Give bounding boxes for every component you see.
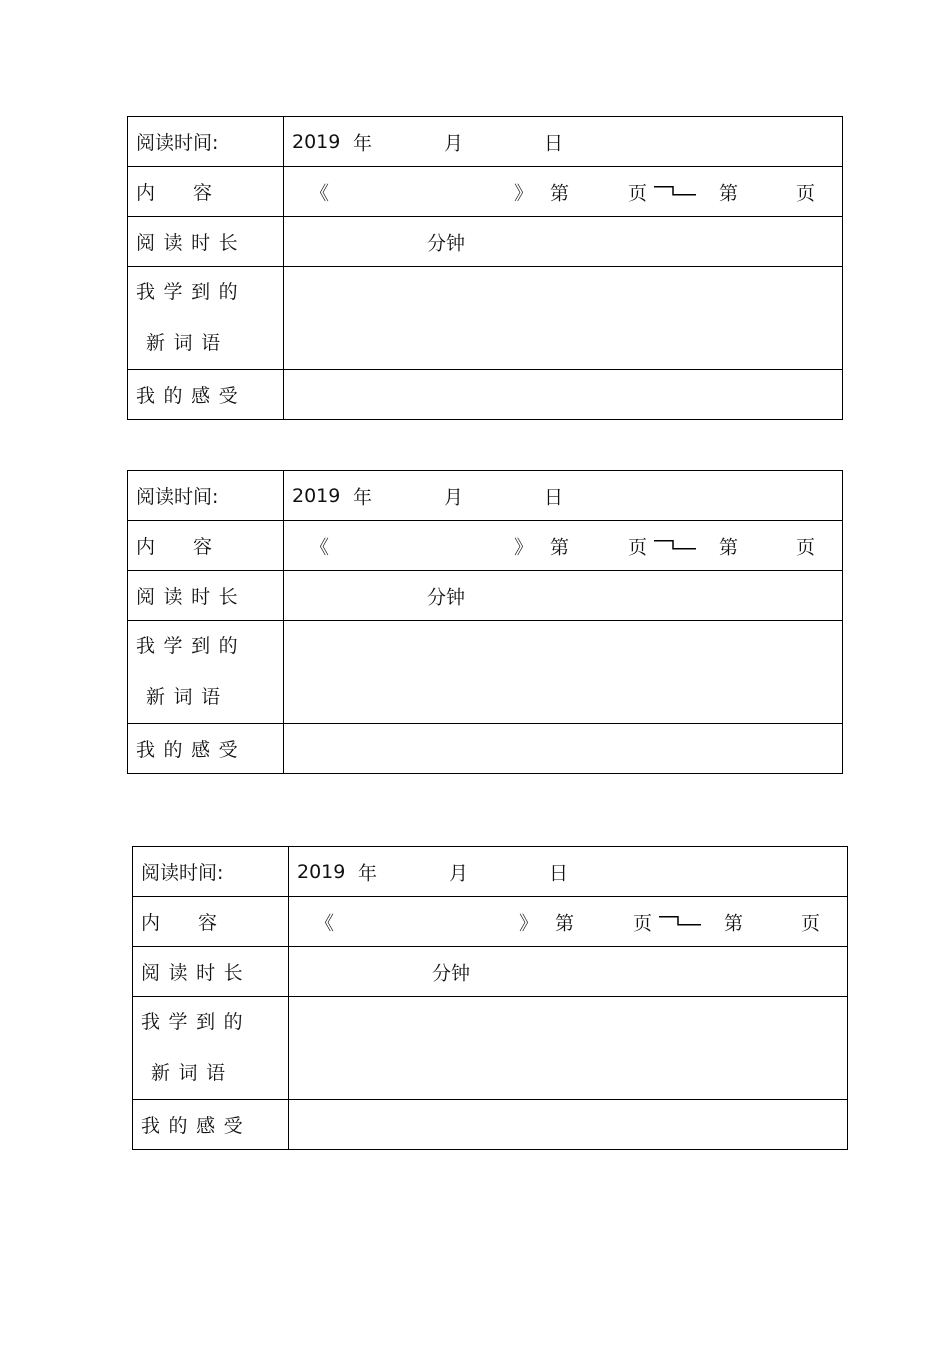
- start-page-prefix: 第: [550, 536, 570, 558]
- duration-unit: 分钟: [427, 586, 466, 608]
- new-words-label-line-2: 新词语: [146, 332, 229, 354]
- content-field[interactable]: [289, 897, 848, 947]
- end-page-suffix: 页: [796, 536, 816, 558]
- book-close-mark: 》: [514, 182, 534, 204]
- year-value: 2019: [292, 130, 341, 153]
- duration-unit: 分钟: [427, 232, 466, 254]
- duration-label: 阅读时长: [128, 571, 284, 621]
- feeling-field[interactable]: [289, 1100, 848, 1150]
- end-page-prefix: 第: [719, 182, 739, 204]
- page-range-connector: [658, 914, 702, 926]
- new-words-field[interactable]: [284, 267, 843, 370]
- end-page-prefix: 第: [724, 912, 744, 934]
- page-range-connector: [653, 184, 697, 196]
- content-field[interactable]: [284, 521, 843, 571]
- date-field[interactable]: [284, 471, 843, 521]
- feeling-field[interactable]: [284, 724, 843, 774]
- duration-field[interactable]: [289, 947, 848, 997]
- new-words-label-line-1: 我学到的: [141, 1011, 252, 1033]
- date-label: 阅读时间:: [128, 471, 284, 521]
- day-unit: 日: [544, 132, 564, 154]
- day-unit: 日: [549, 862, 569, 884]
- start-page-suffix: 页: [628, 182, 648, 204]
- date-label: 阅读时间:: [133, 847, 289, 897]
- year-unit: 年: [358, 862, 378, 884]
- year-value: 2019: [292, 484, 341, 507]
- feeling-label: 我的感受: [128, 724, 284, 774]
- new-words-field[interactable]: [284, 621, 843, 724]
- new-words-label-line-2: 新词语: [151, 1062, 234, 1084]
- page-range-connector: [653, 538, 697, 550]
- book-close-mark: 》: [519, 912, 539, 934]
- date-label: 阅读时间:: [128, 117, 284, 167]
- feeling-field[interactable]: [284, 370, 843, 420]
- book-close-mark: 》: [514, 536, 534, 558]
- content-label: 内 容: [128, 521, 284, 571]
- book-open-mark: 《: [315, 912, 335, 934]
- end-page-suffix: 页: [796, 182, 816, 204]
- year-value: 2019: [297, 860, 346, 883]
- new-words-label-line-1: 我学到的: [136, 635, 247, 657]
- start-page-prefix: 第: [555, 912, 575, 934]
- start-page-suffix: 页: [628, 536, 648, 558]
- date-field[interactable]: [284, 117, 843, 167]
- reading-log-card-1: [127, 116, 843, 420]
- book-open-mark: 《: [310, 182, 330, 204]
- day-unit: 日: [544, 486, 564, 508]
- date-field[interactable]: [289, 847, 848, 897]
- content-label: 内 容: [128, 167, 284, 217]
- year-unit: 年: [353, 486, 373, 508]
- feeling-label: 我的感受: [128, 370, 284, 420]
- reading-log-card-2: [127, 470, 843, 774]
- reading-log-card-3: [132, 846, 848, 1150]
- end-page-prefix: 第: [719, 536, 739, 558]
- book-open-mark: 《: [310, 536, 330, 558]
- content-field[interactable]: [284, 167, 843, 217]
- duration-label: 阅读时长: [128, 217, 284, 267]
- duration-unit: 分钟: [432, 962, 471, 984]
- new-words-label: [128, 267, 284, 370]
- feeling-label: 我的感受: [133, 1100, 289, 1150]
- month-unit: 月: [449, 862, 469, 884]
- new-words-label-line-2: 新词语: [146, 686, 229, 708]
- duration-field[interactable]: [284, 571, 843, 621]
- month-unit: 月: [444, 486, 464, 508]
- content-label: 内 容: [133, 897, 289, 947]
- new-words-label: [133, 997, 289, 1100]
- end-page-suffix: 页: [801, 912, 821, 934]
- start-page-suffix: 页: [633, 912, 653, 934]
- year-unit: 年: [353, 132, 373, 154]
- month-unit: 月: [444, 132, 464, 154]
- new-words-field[interactable]: [289, 997, 848, 1100]
- new-words-label-line-1: 我学到的: [136, 281, 247, 303]
- duration-field[interactable]: [284, 217, 843, 267]
- duration-label: 阅读时长: [133, 947, 289, 997]
- new-words-label: [128, 621, 284, 724]
- start-page-prefix: 第: [550, 182, 570, 204]
